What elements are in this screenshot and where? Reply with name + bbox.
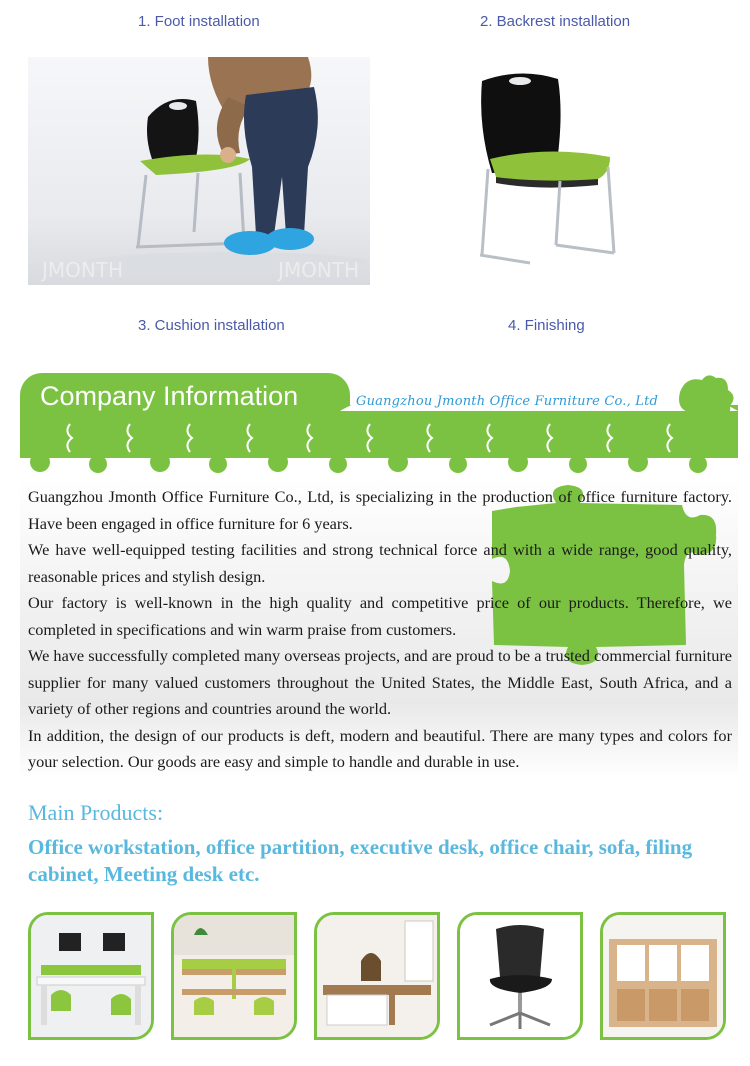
step-3-caption: 3. Cushion installation (138, 317, 285, 334)
watermark-left: JMONTH (42, 258, 124, 282)
product-thumb-workstation[interactable] (28, 912, 154, 1040)
foot-installation-photo (28, 57, 370, 285)
company-paragraph: We have well-equipped testing facilities and strong technical force and with a wide range, good quality, reasonable prices and stylish design. (28, 540, 732, 586)
company-description (28, 484, 732, 776)
backrest-installation-photo (460, 57, 630, 285)
puzzle-strip (20, 420, 738, 480)
company-info-heading: Company Information (40, 381, 299, 411)
watermark-right: JMONTH (278, 258, 360, 282)
company-paragraph: In addition, the design of our products is deft, modern and beautiful. There are many types and colors for your selection. Our goods are easy and simple to handle and durable in use. (28, 725, 732, 771)
company-name-subtitle: Guangzhou Jmonth Office Furniture Co., Ltd (356, 394, 659, 409)
step-1-caption: 1. Foot installation (138, 13, 260, 30)
product-thumb-office-chair[interactable] (457, 912, 583, 1040)
step-4-caption: 4. Finishing (508, 317, 585, 334)
company-paragraph: We have successfully completed many overseas projects, and are proud to be a trusted commercial furniture supplier for many valued customers throughout the United States, the Middle East, South Africa, and a variety of other regions and countries around the world. (28, 646, 732, 718)
product-thumb-executive-desk[interactable] (314, 912, 440, 1040)
main-products-heading: Main Products: (28, 800, 164, 825)
product-thumb-partition[interactable] (171, 912, 297, 1040)
corner-puzzle-icon (672, 372, 738, 422)
company-paragraph: Guangzhou Jmonth Office Furniture Co., Ltd, is specializing in the production of office furniture factory. Have been engaged in office furniture for 6 years. (28, 487, 732, 533)
product-thumb-filing-cabinet[interactable] (600, 912, 726, 1040)
step-2-caption: 2. Backrest installation (480, 13, 631, 30)
main-products-list: Office workstation, office partition, executive desk, office chair, sofa, filing cabinet, Meeting desk etc. (28, 835, 693, 886)
company-paragraph: Our factory is well-known in the high quality and competitive price of our products. Therefore, we completed in specifications and win warm praise from customers. (28, 593, 732, 639)
